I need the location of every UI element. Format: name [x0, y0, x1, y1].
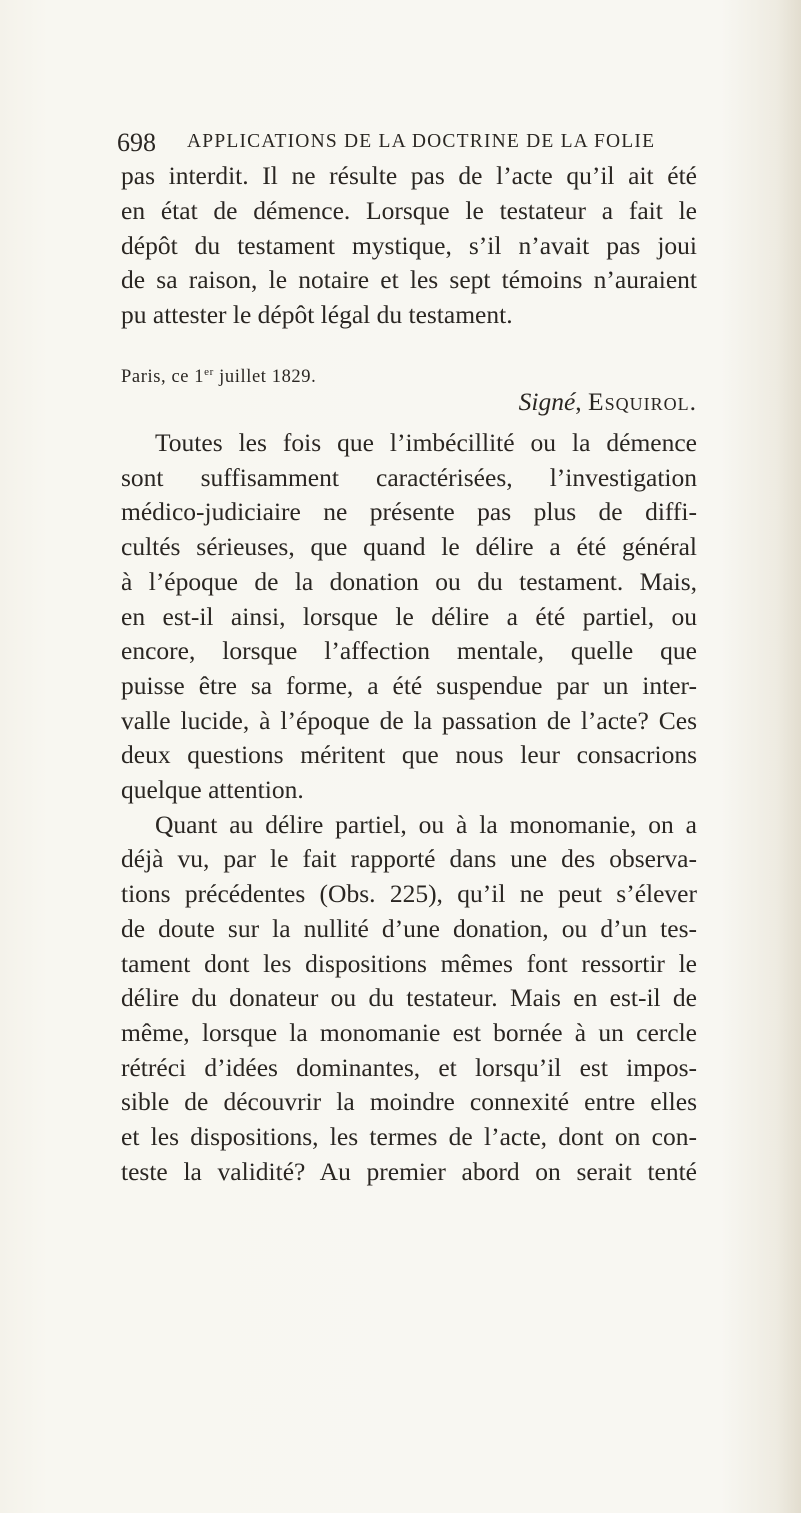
dateline-place: Paris, ce 1	[121, 367, 205, 387]
dateline	[121, 366, 316, 388]
text-line: tament dont les dispositions mêmes font ressortir le	[121, 948, 697, 978]
signature-signed: Signé	[518, 387, 576, 416]
text-line: tions précédentes (Obs. 225), qu’il ne peut s’élever	[121, 879, 697, 909]
text-line: déjà vu, par le fait rapporté dans une des observa-	[121, 844, 697, 874]
text-line: deux questions méritent que nous leur consacrions	[121, 740, 697, 770]
paragraph-continuation	[121, 159, 697, 333]
text-line: quelque attention.	[121, 775, 304, 805]
text-line: pas interdit. Il ne résulte pas de l’acte qu’il ait été	[121, 161, 697, 190]
dateline-date: juillet 1829.	[213, 367, 317, 387]
text-line: pu attester le dépôt légal du testament.	[121, 300, 513, 330]
signature-name: Esquirol.	[588, 387, 697, 416]
text-line: Quant au délire partiel, ou à la monomanie, on a	[155, 809, 697, 839]
text-line: rétréci d’idées dominantes, et lorsqu’il est impos-	[121, 1052, 697, 1082]
text-line: dépôt du testament mystique, s’il n’avait pas joui	[121, 230, 697, 260]
text-line: cultés sérieuses, que quand le délire a été général	[121, 532, 697, 562]
page-number: 698	[117, 128, 156, 157]
signature	[513, 387, 697, 417]
text-line: valle lucide, à l’époque de la passation de l’acte? Ces	[121, 705, 697, 735]
signature-separator: ,	[575, 387, 589, 416]
paragraph	[121, 426, 697, 808]
paragraph	[121, 808, 697, 1190]
text-line: sont suffisamment caractérisées, l’investigation	[121, 462, 697, 492]
dateline-superscript: er	[204, 366, 214, 378]
text-line: en état de démence. Lorsque le testateur a fait le	[121, 195, 697, 225]
text-line: médico-judiciaire ne présente pas plus de diffi-	[121, 497, 697, 527]
text-line: en est-il ainsi, lorsque le délire a été partiel, ou	[121, 601, 697, 631]
text-line: même, lorsque la monomanie est bornée à un cercle	[121, 1017, 697, 1047]
text-line: et les dispositions, les termes de l’acte, dont on con-	[121, 1122, 697, 1152]
text-line: délire du donateur ou du testateur. Mais en est-il de	[121, 983, 697, 1013]
running-head: APPLICATIONS DE LA DOCTRINE DE LA FOLIE	[187, 131, 656, 152]
text-line: teste la validité? Au premier abord on serait tenté	[121, 1156, 697, 1186]
text-line: encore, lorsque l’affection mentale, quelle que	[121, 636, 697, 666]
text-line: Toutes les fois que l’imbécillité ou la démence	[155, 428, 697, 457]
text-line: puisse être sa forme, a été suspendue par un inter-	[121, 670, 697, 700]
text-line: à l’époque de la donation ou du testament. Mais,	[121, 566, 697, 596]
text-line: sible de découvrir la moindre connexité entre elles	[121, 1087, 697, 1117]
main-text	[121, 426, 697, 1189]
text-line: de sa raison, le notaire et les sept témoins n’auraient	[121, 265, 697, 295]
text-line: de doute sur la nullité d’une donation, ou d’un tes-	[121, 913, 697, 943]
